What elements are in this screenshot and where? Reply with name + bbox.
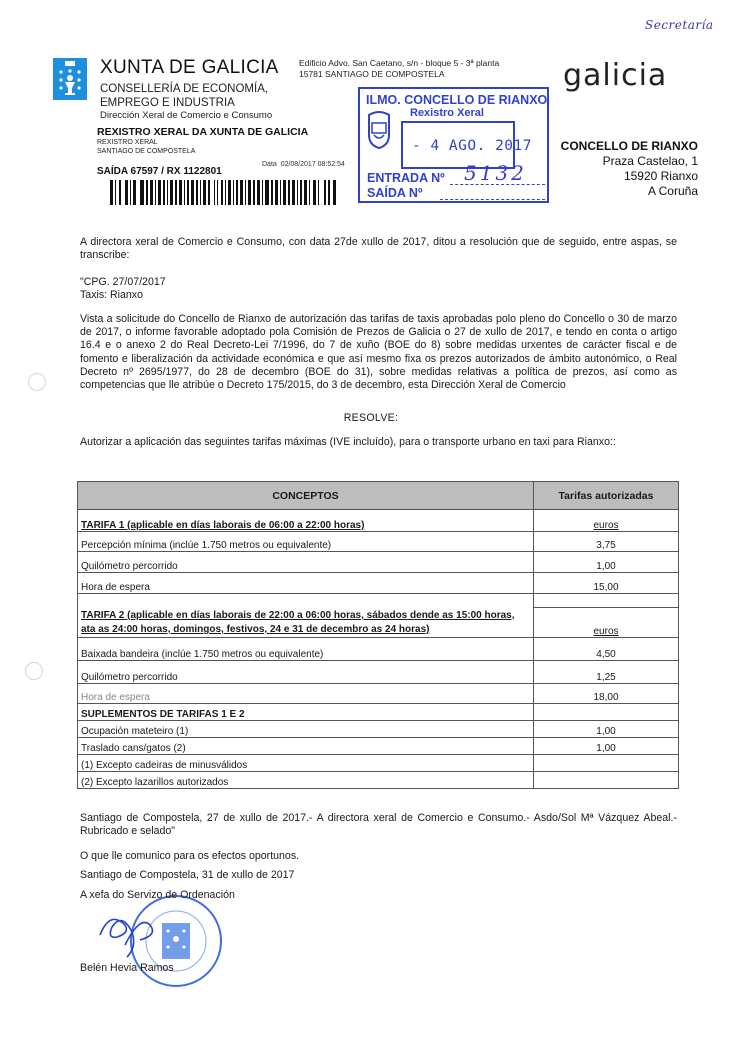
spacer-cell xyxy=(534,594,679,608)
row-value: 1,00 xyxy=(534,738,679,755)
table-row xyxy=(78,608,679,638)
row-value: 4,50 xyxy=(534,638,679,661)
row-value: euros xyxy=(534,608,679,638)
address-line2: 15781 SANTIAGO DE COMPOSTELA xyxy=(299,69,445,79)
row-concept: Baixada bandeira (inclúe 1.750 metros ou equivalente) xyxy=(78,638,534,661)
signer-name: Belén Hevia Ramos xyxy=(80,962,174,974)
table-row xyxy=(78,721,679,738)
recipient-city: 15920 Rianxo xyxy=(623,169,698,183)
stamp-entrada-number: 5132 xyxy=(464,161,527,185)
row-value: 1,00 xyxy=(534,721,679,738)
autorizar-paragraph: Autorizar a aplicación das seguintes tarifas máximas (IVE incluído), para o transporte urbano en taxi para Rianxo:: xyxy=(80,436,616,448)
registry-title: REXISTRO XERAL DA XUNTA DE GALICIA xyxy=(97,126,309,138)
registry-subtitle xyxy=(97,138,195,156)
punch-hole xyxy=(25,662,43,680)
registry-sub1: REXISTRO XERAL xyxy=(97,139,158,146)
signature-icon xyxy=(95,905,175,965)
table-row xyxy=(78,684,679,704)
registry-date-value: 02/08/2017 08:52:54 xyxy=(280,161,345,168)
row-concept: Quilómetro percorrido xyxy=(78,552,534,573)
galicia-brand-logo: galicia xyxy=(563,58,668,93)
table-row xyxy=(78,510,679,532)
table-row xyxy=(78,532,679,552)
resolution-signoff: Santiago de Compostela, 27 de xullo de 2017.- A directora xeral de Comercio e Consumo.- Asdo/Sol Mª Vázquez Abeal.- Rubricado e selado" xyxy=(80,812,677,838)
table-header-row xyxy=(78,482,679,510)
table-row xyxy=(78,755,679,772)
stamp-date: - 4 AGO. 2017 xyxy=(412,138,532,154)
header-tarifas: Tarifas autorizadas xyxy=(534,482,679,510)
spacer-cell xyxy=(78,594,534,608)
stamp-saida-label: SAÍDA Nº xyxy=(367,186,423,200)
stamp-title: ILMO. CONCELLO DE RIANXO xyxy=(366,93,548,107)
conselleria xyxy=(100,82,268,110)
table-row xyxy=(78,738,679,755)
row-concept: (2) Excepto lazarillos autorizados xyxy=(78,772,534,789)
communication-line: O que lle comunico para os efectos oportunos. xyxy=(80,850,300,862)
table-row xyxy=(78,638,679,661)
row-concept: Hora de espera xyxy=(78,684,534,704)
letter-date: Santiago de Compostela, 31 de xullo de 2017 xyxy=(80,869,295,881)
row-concept: Percepción mínima (inclúe 1.750 metros ou equivalente) xyxy=(78,532,534,552)
row-concept: SUPLEMENTOS DE TARIFAS 1 E 2 xyxy=(78,704,534,721)
table-row xyxy=(78,573,679,594)
table-row xyxy=(78,704,679,721)
reference-line2: Taxis: Rianxo xyxy=(80,289,143,302)
sender-address xyxy=(299,58,499,80)
row-concept: TARIFA 2 (aplicable en días laborais de 22:00 a 06:00 horas, sábados dende as 15:00 horas, ata as 24:00 horas, domingos, festivos, 24 e 31 de decembro as 24 horas) xyxy=(78,608,534,638)
stamp-subtitle: Rexistro Xeral xyxy=(410,107,484,119)
row-value: 3,75 xyxy=(534,532,679,552)
row-value: 15,00 xyxy=(534,573,679,594)
conselleria-line1: CONSELLERÍA DE ECONOMÍA, xyxy=(100,83,269,95)
row-value xyxy=(534,755,679,772)
conselleria-line2: EMPREGO E INDUSTRIA xyxy=(100,97,235,109)
resolve-heading: RESOLVE: xyxy=(343,412,399,424)
tariff-table xyxy=(77,481,679,789)
recipient-address xyxy=(516,139,698,199)
stamp-entrada-label: ENTRADA Nº xyxy=(367,171,445,185)
row-value xyxy=(534,704,679,721)
rianxo-shield-icon xyxy=(366,109,392,149)
registry-date-label: Data xyxy=(262,161,277,168)
registry-saida-number: SAÍDA 67597 / RX 1122801 xyxy=(97,166,222,177)
punch-hole xyxy=(28,373,46,391)
row-concept: (1) Excepto cadeiras de minusválidos xyxy=(78,755,534,772)
row-value: euros xyxy=(534,510,679,532)
reference-line1: "CPG. 27/07/2017 xyxy=(80,276,166,288)
header-conceptos: CONCEPTOS xyxy=(78,482,534,510)
address-line1: Edificio Advo. San Caetano, s/n - bloque 5 - 3ª planta xyxy=(299,58,500,68)
row-value xyxy=(534,772,679,789)
intro-paragraph: A directora xeral de Comercio e Consumo, con data 27de xullo de 2017, ditou a resolución que de seguido, entre aspas, se transcribe: xyxy=(80,236,677,262)
vista-paragraph: Vista a solicitude do Concello de Rianxo de autorización das tarifas de taxis aprobadas polo pleno do Concello o 30 de marzo de 2017, o informe favorable adoptado pola Comisión de Prezos de Galicia o 27 de xullo de 2017, e tendo en conta o artigo 16.4 e o anexo 2 do Real Decreto-Lei 7/1996, do 7 de xuño (BOE do 8) sobre medidas urxentes de carácter fiscal e de fomento e liberalización da actividade económica e que así mesmo fixa os prezos autorizados de ámbito autonómico, o Real Decreto nº 2695/1977, do 28 de decembro (BOE do 31), sobre medidas relativas a política de prezos, así como as competencias que lle atribúe o Decreto 175/2015, do 3 de decembro, esta Dirección Xeral de Comercio xyxy=(80,313,677,392)
direccion-xeral: Dirección Xeral de Comercio e Consumo xyxy=(100,110,273,121)
row-concept: Ocupación mateteiro (1) xyxy=(78,721,534,738)
row-concept: TARIFA 1 (aplicable en días laborais de 06:00 a 22:00 horas) xyxy=(78,510,534,532)
row-value: 1,00 xyxy=(534,552,679,573)
signer-role: A xefa do Servizo de Ordenación xyxy=(80,889,235,901)
row-concept: Hora de espera xyxy=(78,573,534,594)
table-spacer-row xyxy=(78,594,679,608)
table-row xyxy=(78,661,679,684)
barcode-icon xyxy=(110,180,338,205)
row-concept: Quilómetro percorrido xyxy=(78,661,534,684)
table-row xyxy=(78,772,679,789)
recipient-province: A Coruña xyxy=(647,184,698,198)
registry-sub2: SANTIAGO DE COMPOSTELA xyxy=(97,148,196,155)
org-name: XUNTA DE GALICIA xyxy=(100,57,279,78)
recipient-name: CONCELLO DE RIANXO xyxy=(560,139,698,153)
table-row xyxy=(78,552,679,573)
row-concept: Traslado cans/gatos (2) xyxy=(78,738,534,755)
handwritten-note: Secretaría xyxy=(645,18,714,32)
reference-block xyxy=(80,276,380,302)
row-value: 18,00 xyxy=(534,684,679,704)
registry-date xyxy=(262,161,345,168)
recipient-street: Praza Castelao, 1 xyxy=(602,154,698,168)
row-value: 1,25 xyxy=(534,661,679,684)
xunta-coat-of-arms-icon xyxy=(53,58,87,100)
stamp-saida-line xyxy=(440,199,545,200)
